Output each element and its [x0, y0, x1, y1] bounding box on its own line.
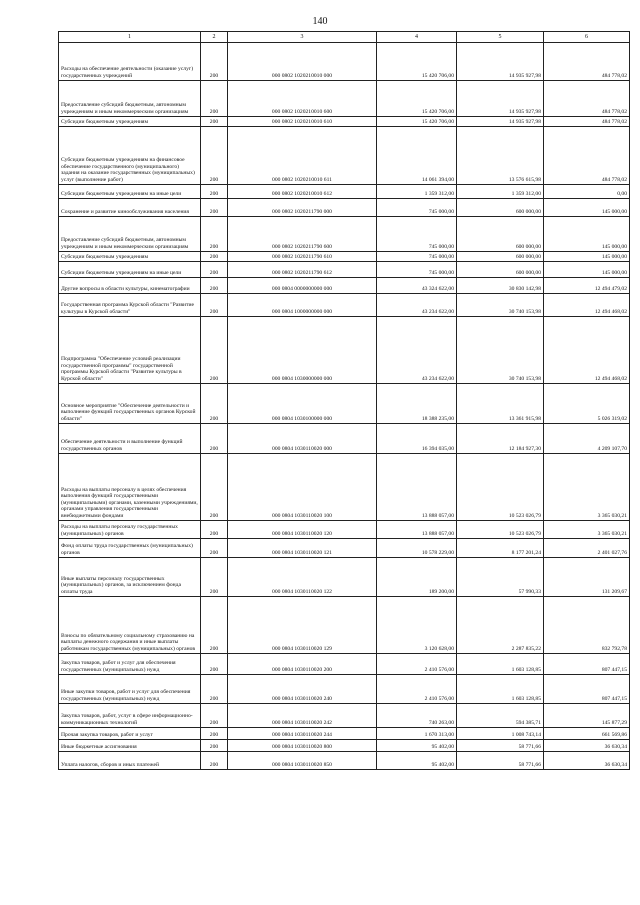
row-name-cell: Предоставление субсидий бюджетным, автономным учреждениям и иным некоммерческим организациям — [59, 81, 201, 117]
row-classification-code-cell: 000 0804 1030100000 000 — [228, 384, 377, 424]
table-row — [59, 252, 630, 262]
table-header-row — [59, 32, 630, 43]
row-executed-amount-cell: 8 177 201,24 — [457, 539, 544, 558]
row-line-code-cell: 200 — [201, 199, 228, 217]
table-row — [59, 675, 630, 704]
row-line-code-cell: 200 — [201, 597, 228, 654]
row-remaining-amount-cell: 661 569,86 — [544, 728, 630, 740]
row-classification-code-cell: 000 0804 1030110020 000 — [228, 424, 377, 454]
table-row — [59, 278, 630, 294]
row-classification-code-cell: 000 0802 1020211790 612 — [228, 262, 377, 278]
row-line-code-cell: 200 — [201, 252, 228, 262]
column-header: 1 — [59, 32, 201, 43]
table-row — [59, 728, 630, 740]
row-classification-code-cell: 000 0804 0000000000 000 — [228, 278, 377, 294]
row-approved-amount-cell: 745 000,00 — [377, 217, 457, 252]
table-row — [59, 317, 630, 384]
table-row — [59, 454, 630, 521]
row-executed-amount-cell: 2 287 835,22 — [457, 597, 544, 654]
table-row — [59, 752, 630, 770]
row-name-cell: Другие вопросы в области культуры, кинематографии — [59, 278, 201, 294]
row-approved-amount-cell: 14 061 394,00 — [377, 127, 457, 185]
row-approved-amount-cell: 43 234 622,00 — [377, 294, 457, 317]
row-approved-amount-cell: 1 670 313,00 — [377, 728, 457, 740]
table-body — [59, 43, 630, 770]
row-approved-amount-cell: 18 388 235,00 — [377, 384, 457, 424]
row-line-code-cell: 200 — [201, 127, 228, 185]
row-line-code-cell: 200 — [201, 539, 228, 558]
row-executed-amount-cell: 58 771,66 — [457, 752, 544, 770]
row-line-code-cell: 200 — [201, 704, 228, 728]
row-executed-amount-cell: 600 000,00 — [457, 217, 544, 252]
row-name-cell: Закупка товаров, работ, услуг в сфере информационно-коммуникационных технологий — [59, 704, 201, 728]
row-executed-amount-cell: 14 935 927,98 — [457, 117, 544, 127]
row-approved-amount-cell: 43 324 622,00 — [377, 278, 457, 294]
row-remaining-amount-cell: 3 365 030,21 — [544, 521, 630, 539]
row-name-cell: Расходы на выплаты персоналу в целях обеспечения выполнения функций государственными (муниципальными) органами, казенными учреждениями, органами управления государственными внебюджетными фондами — [59, 454, 201, 521]
row-approved-amount-cell: 43 234 622,00 — [377, 317, 457, 384]
row-classification-code-cell: 000 0804 1030110020 120 — [228, 521, 377, 539]
row-name-cell: Субсидии бюджетным учреждениям на иные цели — [59, 185, 201, 199]
row-executed-amount-cell: 1 359 312,00 — [457, 185, 544, 199]
row-line-code-cell: 200 — [201, 675, 228, 704]
row-executed-amount-cell: 14 935 927,98 — [457, 43, 544, 81]
row-line-code-cell: 200 — [201, 185, 228, 199]
row-name-cell: Взносы по обязательному социальному страхованию на выплаты денежного содержания и иные выплаты работникам государственных (муниципальных) органов — [59, 597, 201, 654]
table-row — [59, 262, 630, 278]
row-name-cell: Сохранение и развитие кинообслуживания населения — [59, 199, 201, 217]
row-name-cell: Подпрограмма "Обеспечение условий реализации государственной программы" государственной программы Курской области "Развитие культуры в Курской области" — [59, 317, 201, 384]
row-name-cell: Закупка товаров, работ и услуг для обеспечения государственных (муниципальных) нужд — [59, 654, 201, 675]
row-executed-amount-cell: 1 603 128,85 — [457, 675, 544, 704]
row-remaining-amount-cell: 145 000,00 — [544, 199, 630, 217]
page-number: 140 — [312, 16, 328, 27]
row-executed-amount-cell: 1 008 743,14 — [457, 728, 544, 740]
row-approved-amount-cell: 3 120 628,00 — [377, 597, 457, 654]
column-header: 4 — [377, 32, 457, 43]
budget-table — [58, 31, 630, 770]
row-line-code-cell: 200 — [201, 384, 228, 424]
row-remaining-amount-cell: 12 494 468,02 — [544, 317, 630, 384]
column-header: 3 — [228, 32, 377, 43]
row-approved-amount-cell: 1 359 312,00 — [377, 185, 457, 199]
row-classification-code-cell: 000 0802 1020210010 610 — [228, 117, 377, 127]
row-name-cell: Иные закупки товаров, работ и услуг для обеспечения государственных (муниципальных) нужд — [59, 675, 201, 704]
row-remaining-amount-cell: 145 000,00 — [544, 262, 630, 278]
row-remaining-amount-cell: 3 365 030,21 — [544, 454, 630, 521]
row-classification-code-cell: 000 0802 1020210010 000 — [228, 43, 377, 81]
row-executed-amount-cell: 594 385,71 — [457, 704, 544, 728]
row-approved-amount-cell: 16 394 035,00 — [377, 424, 457, 454]
row-remaining-amount-cell: 131 209,67 — [544, 558, 630, 597]
table-row — [59, 81, 630, 117]
row-executed-amount-cell: 600 000,00 — [457, 199, 544, 217]
row-executed-amount-cell: 600 000,00 — [457, 252, 544, 262]
row-remaining-amount-cell: 145 000,00 — [544, 252, 630, 262]
row-approved-amount-cell: 13 888 057,00 — [377, 521, 457, 539]
row-line-code-cell: 200 — [201, 752, 228, 770]
row-line-code-cell: 200 — [201, 43, 228, 81]
row-classification-code-cell: 000 0802 1020211790 600 — [228, 217, 377, 252]
row-remaining-amount-cell: 484 778,02 — [544, 117, 630, 127]
table-row — [59, 424, 630, 454]
row-name-cell: Основное мероприятие "Обеспечение деятельности и выполнение функций государственных органов Курской области" — [59, 384, 201, 424]
row-line-code-cell: 200 — [201, 424, 228, 454]
row-classification-code-cell: 000 0804 1030110020 121 — [228, 539, 377, 558]
row-name-cell: Иные бюджетные ассигнования — [59, 740, 201, 752]
row-classification-code-cell: 000 0804 1030110020 800 — [228, 740, 377, 752]
row-line-code-cell: 200 — [201, 81, 228, 117]
row-classification-code-cell: 000 0802 1020210010 611 — [228, 127, 377, 185]
row-remaining-amount-cell: 832 792,78 — [544, 597, 630, 654]
row-executed-amount-cell: 14 935 927,98 — [457, 81, 544, 117]
row-classification-code-cell: 000 0804 1030110020 240 — [228, 675, 377, 704]
table-row — [59, 740, 630, 752]
row-approved-amount-cell: 95 402,00 — [377, 752, 457, 770]
row-approved-amount-cell: 15 420 706,00 — [377, 117, 457, 127]
table-row — [59, 539, 630, 558]
table-row — [59, 199, 630, 217]
row-line-code-cell: 200 — [201, 454, 228, 521]
table-row — [59, 127, 630, 185]
row-name-cell: Субсидии бюджетным учреждениям — [59, 117, 201, 127]
row-executed-amount-cell: 600 000,00 — [457, 262, 544, 278]
row-executed-amount-cell: 30 830 142,98 — [457, 278, 544, 294]
row-approved-amount-cell: 2 410 576,00 — [377, 675, 457, 704]
row-approved-amount-cell: 745 000,00 — [377, 199, 457, 217]
row-name-cell: Предоставление субсидий бюджетным, автономным учреждениям и иным некоммерческим организациям — [59, 217, 201, 252]
column-header: 2 — [201, 32, 228, 43]
row-remaining-amount-cell: 807 447,15 — [544, 654, 630, 675]
row-remaining-amount-cell: 145 000,00 — [544, 217, 630, 252]
row-remaining-amount-cell: 12 494 468,02 — [544, 294, 630, 317]
row-name-cell: Расходы на обеспечение деятельности (оказание услуг) государственных учреждений — [59, 43, 201, 81]
table-row — [59, 521, 630, 539]
row-name-cell: Прочая закупка товаров, работ и услуг — [59, 728, 201, 740]
table-row — [59, 117, 630, 127]
row-executed-amount-cell: 12 184 927,30 — [457, 424, 544, 454]
column-header: 6 — [544, 32, 630, 43]
row-approved-amount-cell: 189 200,00 — [377, 558, 457, 597]
table-row — [59, 43, 630, 81]
row-line-code-cell: 200 — [201, 278, 228, 294]
row-line-code-cell: 200 — [201, 217, 228, 252]
row-line-code-cell: 200 — [201, 521, 228, 539]
table-row — [59, 597, 630, 654]
row-approved-amount-cell: 740 263,00 — [377, 704, 457, 728]
row-approved-amount-cell: 95 402,00 — [377, 740, 457, 752]
row-classification-code-cell: 000 0802 1020211790 610 — [228, 252, 377, 262]
row-line-code-cell: 200 — [201, 262, 228, 278]
row-executed-amount-cell: 1 603 128,85 — [457, 654, 544, 675]
row-executed-amount-cell: 13 361 915,98 — [457, 384, 544, 424]
row-name-cell: Государственная программа Курской области "Развитие культуры в Курской области" — [59, 294, 201, 317]
row-name-cell: Иные выплаты персоналу государственных (муниципальных) органов, за исключением фонда оплаты труда — [59, 558, 201, 597]
table-row — [59, 704, 630, 728]
row-remaining-amount-cell: 36 630,34 — [544, 752, 630, 770]
row-remaining-amount-cell: 484 778,02 — [544, 81, 630, 117]
row-approved-amount-cell: 15 420 706,00 — [377, 81, 457, 117]
row-name-cell: Обеспечение деятельности и выполнение функций государственных органов — [59, 424, 201, 454]
column-header: 5 — [457, 32, 544, 43]
row-classification-code-cell: 000 0802 1020210010 600 — [228, 81, 377, 117]
row-name-cell: Уплата налогов, сборов и иных платежей — [59, 752, 201, 770]
row-approved-amount-cell: 15 420 706,00 — [377, 43, 457, 81]
row-remaining-amount-cell: 36 630,34 — [544, 740, 630, 752]
table-row — [59, 294, 630, 317]
row-line-code-cell: 200 — [201, 558, 228, 597]
row-remaining-amount-cell: 484 778,02 — [544, 127, 630, 185]
row-executed-amount-cell: 30 740 153,98 — [457, 294, 544, 317]
row-executed-amount-cell: 10 523 026,79 — [457, 454, 544, 521]
row-remaining-amount-cell: 12 494 479,02 — [544, 278, 630, 294]
row-name-cell: Субсидии бюджетным учреждениям на иные цели — [59, 262, 201, 278]
row-approved-amount-cell: 745 000,00 — [377, 252, 457, 262]
row-remaining-amount-cell: 0,00 — [544, 185, 630, 199]
row-classification-code-cell: 000 0802 1020211790 000 — [228, 199, 377, 217]
row-classification-code-cell: 000 0804 1030110020 242 — [228, 704, 377, 728]
row-approved-amount-cell: 2 410 576,00 — [377, 654, 457, 675]
row-name-cell: Расходы на выплаты персоналу государственных (муниципальных) органов — [59, 521, 201, 539]
row-line-code-cell: 200 — [201, 728, 228, 740]
table-row — [59, 558, 630, 597]
row-remaining-amount-cell: 145 877,29 — [544, 704, 630, 728]
row-name-cell: Фонд оплаты труда государственных (муниципальных) органов — [59, 539, 201, 558]
row-classification-code-cell: 000 0804 1030110020 129 — [228, 597, 377, 654]
row-line-code-cell: 200 — [201, 117, 228, 127]
row-line-code-cell: 200 — [201, 740, 228, 752]
row-executed-amount-cell: 58 771,66 — [457, 740, 544, 752]
table-row — [59, 654, 630, 675]
row-classification-code-cell: 000 0804 1030110020 200 — [228, 654, 377, 675]
row-remaining-amount-cell: 807 447,15 — [544, 675, 630, 704]
row-executed-amount-cell: 57 990,33 — [457, 558, 544, 597]
row-remaining-amount-cell: 484 778,02 — [544, 43, 630, 81]
row-line-code-cell: 200 — [201, 317, 228, 384]
row-remaining-amount-cell: 4 209 107,70 — [544, 424, 630, 454]
row-classification-code-cell: 000 0804 1000000000 000 — [228, 294, 377, 317]
row-name-cell: Субсидии бюджетным учреждениям — [59, 252, 201, 262]
row-remaining-amount-cell: 5 026 319,02 — [544, 384, 630, 424]
row-approved-amount-cell: 13 888 057,00 — [377, 454, 457, 521]
row-classification-code-cell: 000 0804 1030000000 000 — [228, 317, 377, 384]
table-row — [59, 384, 630, 424]
row-line-code-cell: 200 — [201, 654, 228, 675]
row-approved-amount-cell: 745 000,00 — [377, 262, 457, 278]
row-line-code-cell: 200 — [201, 294, 228, 317]
row-executed-amount-cell: 13 576 615,98 — [457, 127, 544, 185]
row-classification-code-cell: 000 0804 1030110020 244 — [228, 728, 377, 740]
table-row — [59, 185, 630, 199]
row-approved-amount-cell: 10 578 229,00 — [377, 539, 457, 558]
row-executed-amount-cell: 30 740 153,98 — [457, 317, 544, 384]
row-classification-code-cell: 000 0802 1020210010 612 — [228, 185, 377, 199]
row-classification-code-cell: 000 0804 1030110020 850 — [228, 752, 377, 770]
row-name-cell: Субсидии бюджетным учреждениям на финансовое обеспечение государственного (муниципального) задания на оказание государственных (муниципальных) услуг (выполнение работ) — [59, 127, 201, 185]
row-classification-code-cell: 000 0804 1030110020 100 — [228, 454, 377, 521]
row-remaining-amount-cell: 2 401 027,76 — [544, 539, 630, 558]
row-classification-code-cell: 000 0804 1030110020 122 — [228, 558, 377, 597]
table-row — [59, 217, 630, 252]
row-executed-amount-cell: 10 523 026,79 — [457, 521, 544, 539]
